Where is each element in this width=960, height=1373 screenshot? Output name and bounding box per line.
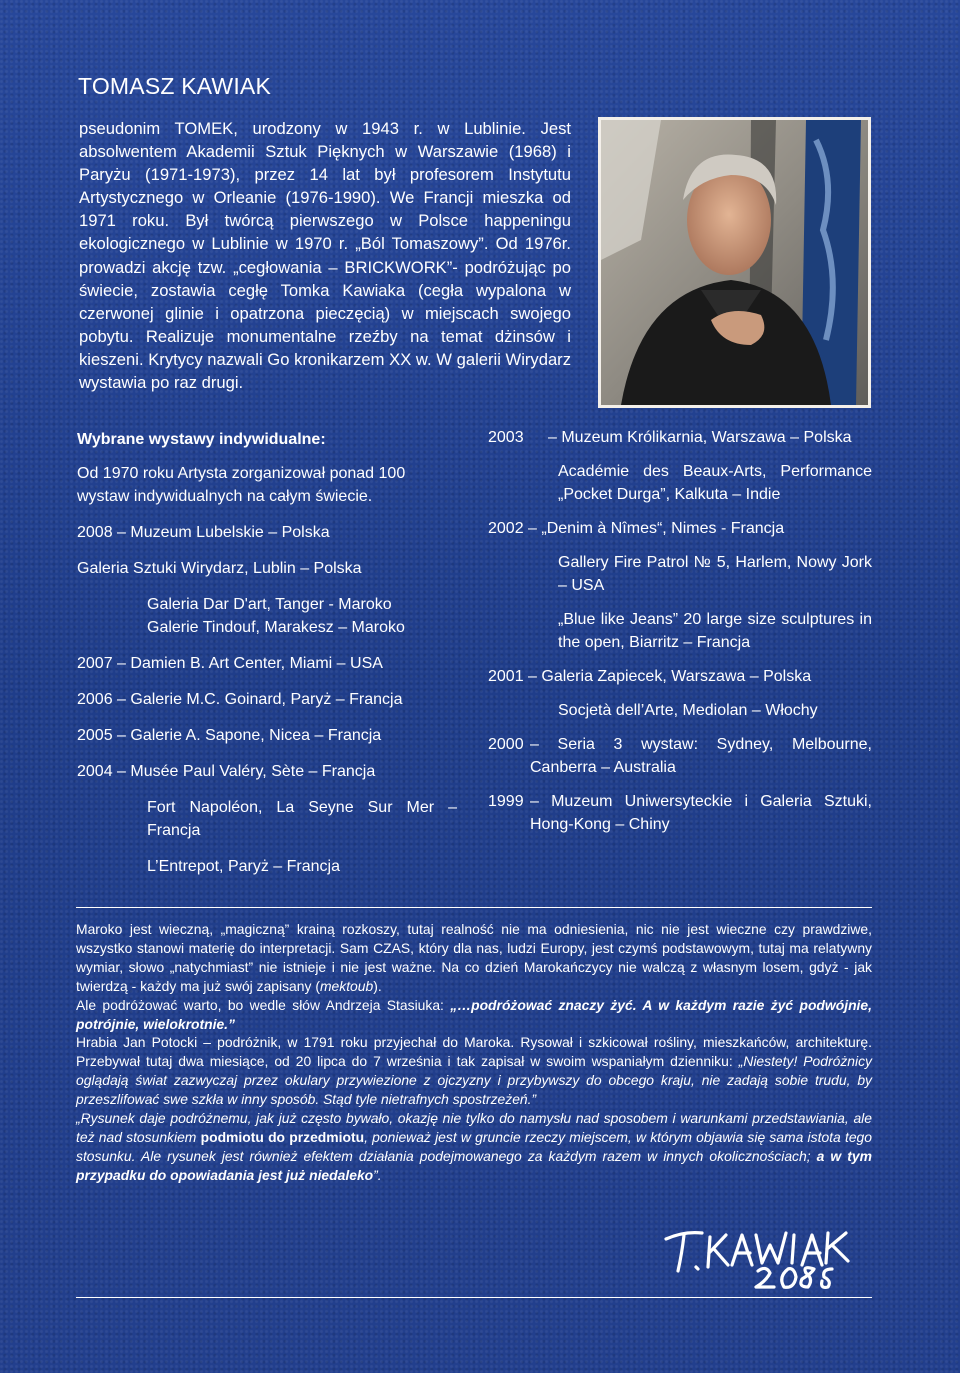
essay-quote: „…podróżować znaczy żyć. A w każdym razie żyć podwójnie, potrójnie, wielokrotnie.” <box>76 996 872 1032</box>
exhibitions-heading: Wybrane wystawy indywidualne: <box>77 431 326 448</box>
signature-icon <box>662 1225 852 1295</box>
exhibition-entry: 2007 – Damien B. Art Center, Miami – USA <box>77 655 383 672</box>
exhibition-entry: 2004 – Musée Paul Valéry, Sète – Francja <box>77 763 376 780</box>
exhibition-entry: 2002 – „Denim à Nîmes“, Nimes - Francja <box>488 520 785 537</box>
handwritten-signature <box>662 1225 852 1295</box>
exhibition-entry: Galeria Sztuki Wirydarz, Lublin – Polska <box>77 560 362 577</box>
exhibition-entry: 2005 – Galerie A. Sapone, Nicea – Francja <box>77 727 382 744</box>
exhibition-year: 1999 <box>488 793 524 810</box>
exhibitions-intro: Od 1970 roku Artysta zorganizował ponad 100 wystaw indywidualnych na całym świecie. <box>77 465 406 505</box>
exhibition-entry: Fort Napoléon, La Seyne Sur Mer – Francja <box>147 799 457 839</box>
essay-italic: ”. <box>373 1166 382 1183</box>
exhibition-entry <box>488 426 872 449</box>
essay-text: Maroko jest wieczną, „magiczną” krainą rozkoszy, tutaj realność nie ma odniesienia, nic nie jest wieczne czy prawdziwe, wszystko stanowi materię do interpretacji. Sam CZAS, który dla nas, ludzi Europy, jest czymś podstawowym, tutaj ma relatywny wymiar, słowo „natychmiast” nie istnieje i nie jest ważne. Na co dzień Marokańczycy nie walczą z własnym losem, gdyż - jak twierdzą - każdy ma już swój zapisany ( <box>76 921 872 994</box>
essay-italic: mektoub <box>319 977 374 994</box>
essay-text: Ale podróżować warto, bo wedle słów Andrzeja Stasiuka: <box>76 996 451 1013</box>
essay-italic: , ponieważ jest w gruncie rzeczy miejscem, w którym objawia się sama istota tego stosunku. Ale rysunek jest również efektem działania podejmowanego za każdym razem w innych okolicznościach; <box>76 1128 872 1164</box>
exhibition-year: 2000 <box>488 736 524 753</box>
exhibitions-left-column <box>77 428 457 878</box>
artist-portrait <box>598 117 871 408</box>
exhibition-entry: Galeria Dar D'art, Tanger - Maroko <box>147 596 392 613</box>
exhibition-entry: Socjetà dell’Arte, Mediolan – Włochy <box>558 702 818 719</box>
essay-text: Hrabia Jan Potocki – podróżnik, w 1791 roku przyjechał do Maroka. Rysował i szkicował rośliny, mieszkańców, architekturę. Przebywał tutaj dwa miesiące, od 20 lipca do 7 września i tak zapisał w swoim wspaniałym dzienniku: <box>76 1034 872 1070</box>
divider-top <box>76 907 872 908</box>
exhibition-entry: 2001 – Galeria Zapiecek, Warszawa – Polska <box>488 668 812 685</box>
essay-paragraph <box>76 1033 872 1109</box>
exhibition-entry <box>488 790 872 836</box>
essay-quote: a w tym przypadku do opowiadania jest już niedaleko <box>76 1147 872 1183</box>
exhibition-year: 2003 <box>488 429 524 446</box>
essay <box>76 920 872 1185</box>
exhibition-entry: „Blue like Jeans” 20 large size sculptures in the open, Biarritz – Francja <box>558 611 872 651</box>
essay-paragraph <box>76 1109 872 1185</box>
exhibition-entry: 2006 – Galerie M.C. Goinard, Paryż – Francja <box>77 691 403 708</box>
bio-text: pseudonim TOMEK, urodzony w 1943 r. w Lublinie. Jest absolwentem Akademii Sztuk Pięknych w Warszawie (1968) i Paryżu (1971-1973), przez 14 lat był profesorem Instytutu Artystycznego w Orleanie (1976-1990). We Francji mieszka od 1971 roku. Był twórcą pierwszego w Polsce happeningu ekologicznego w Lublinie w 1970 r. „Ból Tomaszowy”. Od 1976r. prowadzi akcję tzw. „cegłowania – BRICKWORK”- podróżując po świecie, zostawia cegłę Tomka Kawiaka (cegła wypalona w czerwonej glinie i opatrzona pieczęcią) w miejscach swojego pobytu. Realizuje monumentalne rzeźby na temat dżinsów i kieszeni. Krytycy nazwali Go kronikarzem XX w. W galerii Wirydarz wystawia po raz drugi. <box>79 119 571 393</box>
exhibition-entry: Académie des Beaux-Arts, Performance „Pocket Durga”, Kalkuta – Indie <box>558 463 872 503</box>
essay-text: ). <box>373 977 382 994</box>
exhibition-entry: L’Entrepot, Paryż – Francja <box>147 858 340 875</box>
exhibition-text: – Seria 3 wystaw: Sydney, Melbourne, Canberra – Australia <box>530 736 872 776</box>
divider-bottom <box>76 1297 872 1298</box>
essay-bold: podmiotu do przedmiotu <box>200 1128 365 1145</box>
essay-italic: „Niestety! Podróżnicy oglądają świat zazwyczaj przez okulary przywiezione z ojczyzny i przybywszy do obcego kraju, nie zadają sobie trudu, by przeszlifować swe szkła w inny sposób. Stąd tyle nietrafnych spostrzeżeń.” <box>76 1053 872 1108</box>
exhibition-entry: Galerie Tindouf, Marakesz – Maroko <box>147 619 405 636</box>
essay-paragraph <box>76 996 872 1034</box>
exhibitions-right-column <box>488 426 872 836</box>
essay-paragraph <box>76 920 872 996</box>
exhibition-entry <box>488 733 872 779</box>
exhibition-entry: 2008 – Muzeum Lubelskie – Polska <box>77 524 330 541</box>
artist-bio <box>79 117 571 394</box>
exhibition-entry: Gallery Fire Patrol № 5, Harlem, Nowy Jork – USA <box>558 554 872 594</box>
portrait-image <box>601 120 868 405</box>
exhibition-text: – Muzeum Uniwersyteckie i Galeria Sztuki, Hong-Kong – Chiny <box>530 793 872 833</box>
exhibition-text: – Muzeum Królikarnia, Warszawa – Polska <box>548 429 852 446</box>
artist-name: TOMASZ KAWIAK <box>78 73 272 99</box>
essay-italic: „Rysunek daje podróżnemu, jak już często bywało, okazję nie tylko do namysłu nad sposobem i warunkami przedstawiania, ale też nad stosunkiem <box>76 1110 872 1145</box>
